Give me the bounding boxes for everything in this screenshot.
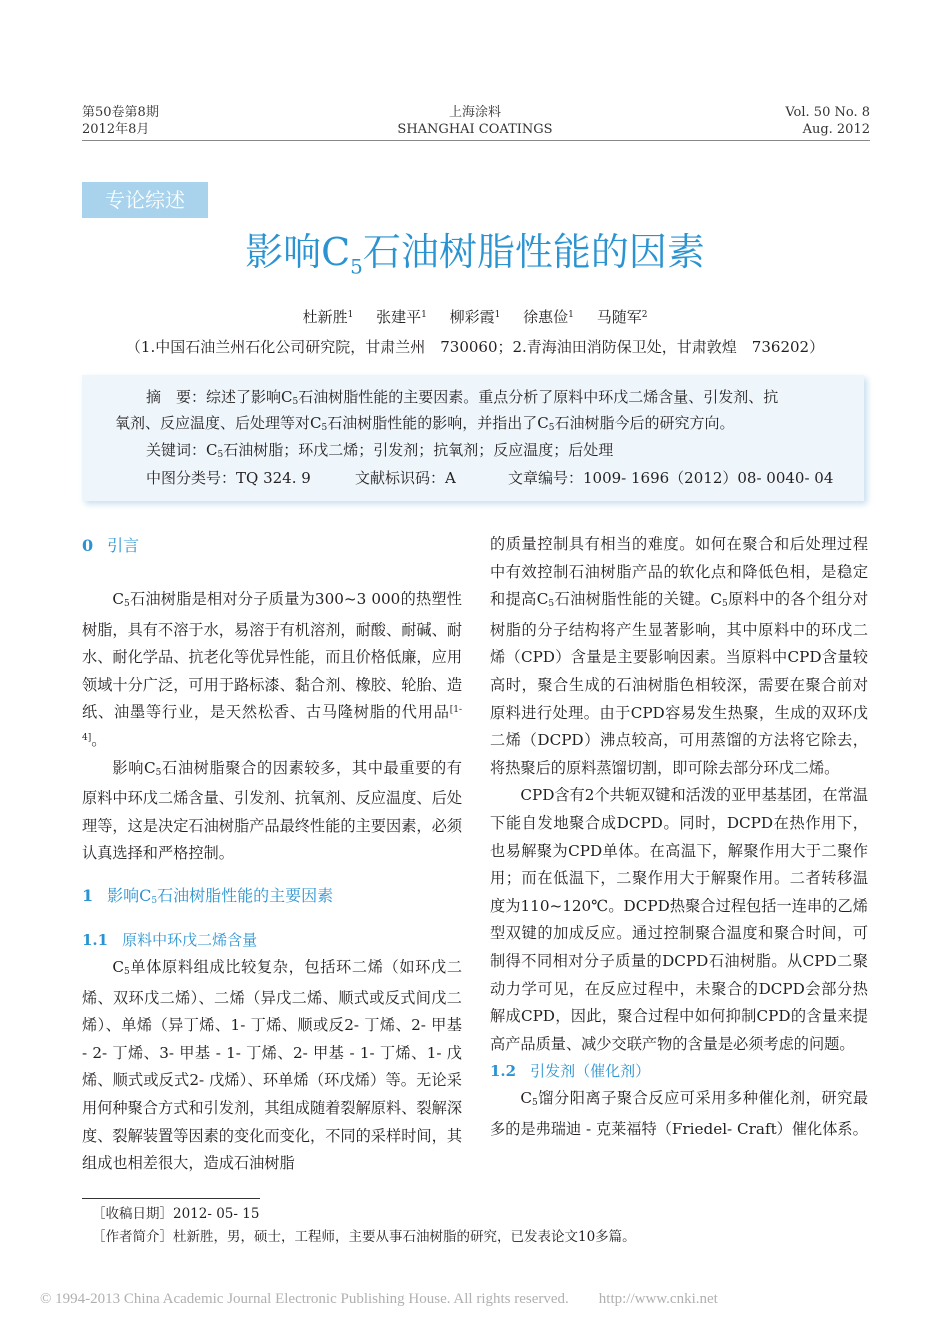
author: 杜新胜$^1$	[302, 308, 354, 326]
author: 马随军$^2$	[596, 308, 648, 326]
journal-name: 上海涂料 SHANGHAI COATINGS	[397, 105, 553, 137]
footnote-received: ［收稿日期］2012- 05- 15	[92, 1206, 260, 1222]
article-title: 影响$C_5$石油树脂性能的因素	[245, 230, 705, 279]
paragraph: C5单体原料组成比较复杂，包括环二烯（如环戊二烯、双环戊二烯）、二烯（异戊二烯、顺式或反式间戊二烯）、单烯（异丁烯、1- 丁烯、顺或反2- 丁烯、2- 甲基 - 2- 丁烯、3- 甲基 - 1- 丁烯、2- 甲基 - 1- 丁烯、1- 戊烯、顺式或反式2- 戊烯）、环单烯（环戊烯）等。无论采用何种聚合方式和引发剂，其组成随着裂解原料、裂解深度、裂解装置等因素的变化而变化，不同的采样时间，其组成也相差很大，造成石油树脂	[82, 957, 462, 1173]
paragraph: C5石油树脂是相对分子质量为300~3 000的热塑性树脂，具有不溶于水，易溶于有机溶剂，耐酸、耐碱、耐水、耐化学品、抗老化等优异性能，而且价格低廉，应用领域十分广泛，可用于路标漆、黏合剂、橡胶、轮胎、造纸、油墨等行业，是天然松香、古马隆树脂的代用品[1-4]。	[82, 590, 462, 749]
section-heading-1: 1 影响C5石油树脂性能的主要因素	[82, 885, 334, 906]
journal-issue-en: Vol. 50 No. 8 Aug. 2012	[785, 105, 870, 137]
author-list	[0, 306, 950, 328]
paragraph: 影响C5石油树脂聚合的因素较多，其中最重要的有原料中环戊二烯含量、引发剂、抗氧剂、反应温度、后处理等，这是决定石油树脂产品最终性能的主要因素，必须认真选择和严格控制。	[82, 758, 462, 863]
abstract-line: 摘 要：综述了影响C5石油树脂性能的主要因素。重点分析了原料中环戊二烯含量、引发剂、抗	[146, 388, 779, 407]
subsection-heading-1-1: 1.1 原料中环戊二烯含量	[82, 930, 258, 949]
affiliations: （1.中国石油兰州石化公司研究院，甘肃兰州 730060；2.青海油田消防保卫处，甘肃敦煌 736202）	[125, 338, 825, 356]
author: 张建平$^1$	[376, 308, 427, 326]
header-rule	[82, 140, 870, 141]
document-code: 文献标识码：A	[355, 469, 456, 487]
author: 柳彩霞$^1$	[449, 308, 501, 326]
footnote-author-bio: ［作者简介］杜新胜，男，硕士，工程师，主要从事石油树脂的研究，已发表论文10多篇。	[92, 1229, 636, 1245]
footnote-rule	[82, 1198, 260, 1199]
keywords: 关键词：C5石油树脂；环戊二烯；引发剂；抗氧剂；反应温度；后处理	[146, 441, 614, 460]
subsection-heading-1-2: 1.2 引发剂（催化剂）	[490, 1062, 651, 1081]
right-column	[490, 531, 868, 1143]
article-number: 文章编号：1009- 1696（2012）08- 0040- 04	[508, 469, 834, 487]
journal-issue-cn: 第50卷第8期 2012年8月	[82, 105, 159, 137]
abstract-line: 氧剂、反应温度、后处理等对C5石油树脂性能的影响，并指出了C5石油树脂今后的研究方向。	[115, 414, 735, 433]
column-tag: 专论综述	[82, 182, 208, 218]
classification-number: 中图分类号：TQ 324. 9	[146, 469, 311, 487]
paragraph: 的质量控制具有相当的难度。如何在聚合和后处理过程中有效控制石油树脂产品的软化点和降低色相，是稳定和提高C5石油树脂性能的关键。C5原料中的各个组分对树脂的分子结构将产生显著影响，其中原料中的环戊二烯（CPD）含量是主要影响因素。当原料中CPD含量较高时，聚合生成的石油树脂色相较深，需要在聚合前对原料进行处理。由于CPD容易发生热聚，生成的双环戊二烯（DCPD）沸点较高，可用蒸馏的方法将它除去，将热聚后的原料蒸馏切割，即可除去部分环戊二烯。	[490, 535, 869, 777]
paragraph: CPD含有2个共轭双键和活泼的亚甲基基团，在常温下能自发地聚合成DCPD。同时，DCPD在热作用下，也易解聚为CPD单体。在高温下，解聚作用大于二聚作用；而在低温下，二聚作用大于解聚作用。二者转移温度为110~120℃。DCPD热聚合过程包括一连串的乙烯型双键的加成反应。通过控制聚合温度和聚合时间，可制得不同相对分子质量的DCPD石油树脂。从CPD二聚动力学可见，在反应过程中，未聚合的DCPD会部分热解成CPD，因此，聚合过程中如何抑制CPD的含量来提高产品质量、减少交联产物的含量是必须考虑的问题。	[490, 786, 868, 1053]
abstract-box	[82, 375, 864, 501]
left-column	[82, 586, 462, 1178]
section-heading-0: 0 引言	[82, 536, 140, 555]
copyright-notice: © 1994-2013 China Academic Journal Electronic Publishing House. All rights reserved. http://www.cnki.net	[40, 1291, 718, 1307]
author: 徐惠俭$^1$	[523, 308, 574, 326]
paragraph: C5馏分阳离子聚合反应可采用多种催化剂，研究最多的是弗瑞迪 - 克莱福特（Friedel- Craft）催化体系。	[490, 1089, 868, 1138]
